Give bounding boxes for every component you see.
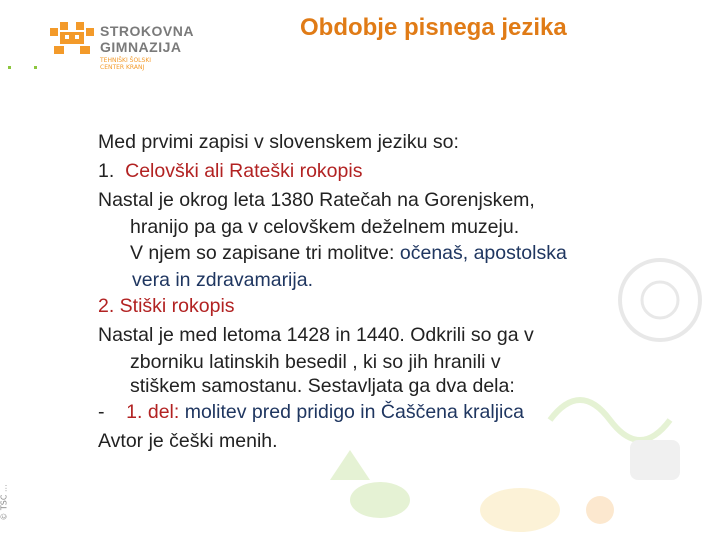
- copyright-notice: © TŠC ...: [0, 484, 9, 521]
- logo-subtext-line2: CENTER KRANJ: [100, 64, 145, 71]
- paragraph-2-line-b: [98, 268, 698, 292]
- list-item-1: [98, 157, 698, 186]
- part-label: 1. del:: [126, 401, 180, 423]
- closing-text: Avtor je češki menih.: [98, 430, 278, 452]
- school-logo: [50, 18, 200, 78]
- list-number: 1.: [98, 160, 115, 182]
- part-line: [98, 398, 698, 427]
- list-item-2-title: 2. Stiški rokopis: [98, 295, 235, 317]
- paragraph-text: stiškem samostanu. Sestavljata ga dva dela:: [130, 375, 515, 397]
- dash-bullet: -: [98, 401, 105, 423]
- logo-text-line1: STROKOVNA: [100, 23, 194, 39]
- logo-subtext-line1: TEHNIŠKI ŠOLSKI: [100, 57, 152, 64]
- paragraph-text: hranijo pa ga v celovškem deželnem muzeju.: [130, 216, 520, 238]
- decorative-dot: [8, 66, 11, 69]
- paragraph-3-line-a: [98, 321, 698, 350]
- paragraph-2-line-a: [98, 239, 698, 268]
- intro-line: [98, 128, 698, 157]
- intro-text: Med prvimi zapisi v slovenskem jeziku so:: [98, 131, 459, 153]
- paragraph-1-line-b: [98, 215, 698, 239]
- paragraph-3-line-b: [98, 350, 698, 374]
- paragraph-text: Nastal je med letoma 1428 in 1440. Odkrili so ga v: [98, 324, 534, 346]
- paragraph-text: V njem so zapisane tri molitve:: [130, 242, 395, 264]
- logo-text-line2: GIMNAZIJA: [100, 39, 182, 55]
- logo-mark-icon: [50, 22, 94, 54]
- list-item-1-title: Celovški ali Rateški rokopis: [125, 160, 363, 182]
- prayers-list: očenaš, apostolska: [399, 242, 567, 264]
- closing-line: [98, 427, 698, 456]
- paragraph-text: Nastal je okrog leta 1380 Ratečah na Gorenjskem,: [98, 189, 535, 211]
- part-text: molitev pred pridigo in Čaščena kraljica: [184, 401, 524, 423]
- paragraph-3-line-c: [98, 374, 698, 398]
- paragraph-text: zborniku latinskih besedil , ki so jih hranili v: [130, 351, 501, 373]
- paragraph-1-line-a: [98, 186, 698, 215]
- prayers-list-continued: vera in zdravamarija.: [132, 269, 313, 291]
- slide-title: Obdobje pisnega jezika: [300, 14, 567, 41]
- decorative-dot: [34, 66, 37, 69]
- slide-body: [98, 128, 698, 456]
- list-item-2: [98, 292, 698, 321]
